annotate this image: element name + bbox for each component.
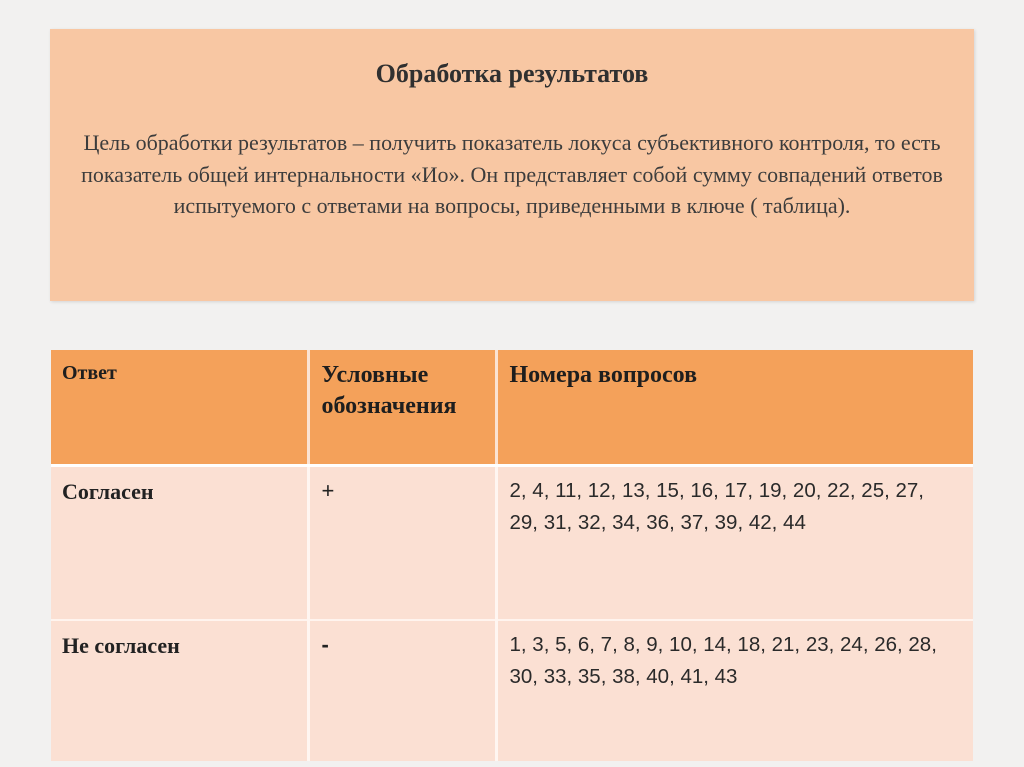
column-header-symbols: Условные обозначения: [308, 350, 496, 466]
question-numbers-cell: 1, 3, 5, 6, 7, 8, 9, 10, 14, 18, 21, 23, 24, 26, 28, 30, 33, 35, 38, 40, 41, 43: [496, 620, 973, 761]
column-header-answer: Ответ: [51, 350, 308, 466]
answer-key-table: [51, 350, 973, 761]
symbol-cell: +: [308, 466, 496, 621]
title-panel: [50, 29, 974, 301]
table-row-agree: [51, 466, 973, 621]
answer-cell: Не согласен: [51, 620, 308, 761]
page-title: Обработка результатов: [375, 59, 649, 88]
answer-cell: Согласен: [51, 466, 308, 621]
description-text: Цель обработки результатов – получить показатель локуса субъективного контроля, то есть показатель общей интернальности «Ио». Он представляет собой сумму совпадений ответов испытуемого с ответами на вопросы, приведенными в ключе ( таблица).: [81, 130, 943, 218]
question-numbers-cell: 2, 4, 11, 12, 13, 15, 16, 17, 19, 20, 22, 25, 27, 29, 31, 32, 34, 36, 37, 39, 42, 44: [496, 466, 973, 621]
symbol-cell: -: [308, 620, 496, 761]
column-header-question-numbers: Номера вопросов: [496, 350, 973, 466]
table-row-disagree: [51, 620, 973, 761]
table-header-row: [51, 350, 973, 466]
